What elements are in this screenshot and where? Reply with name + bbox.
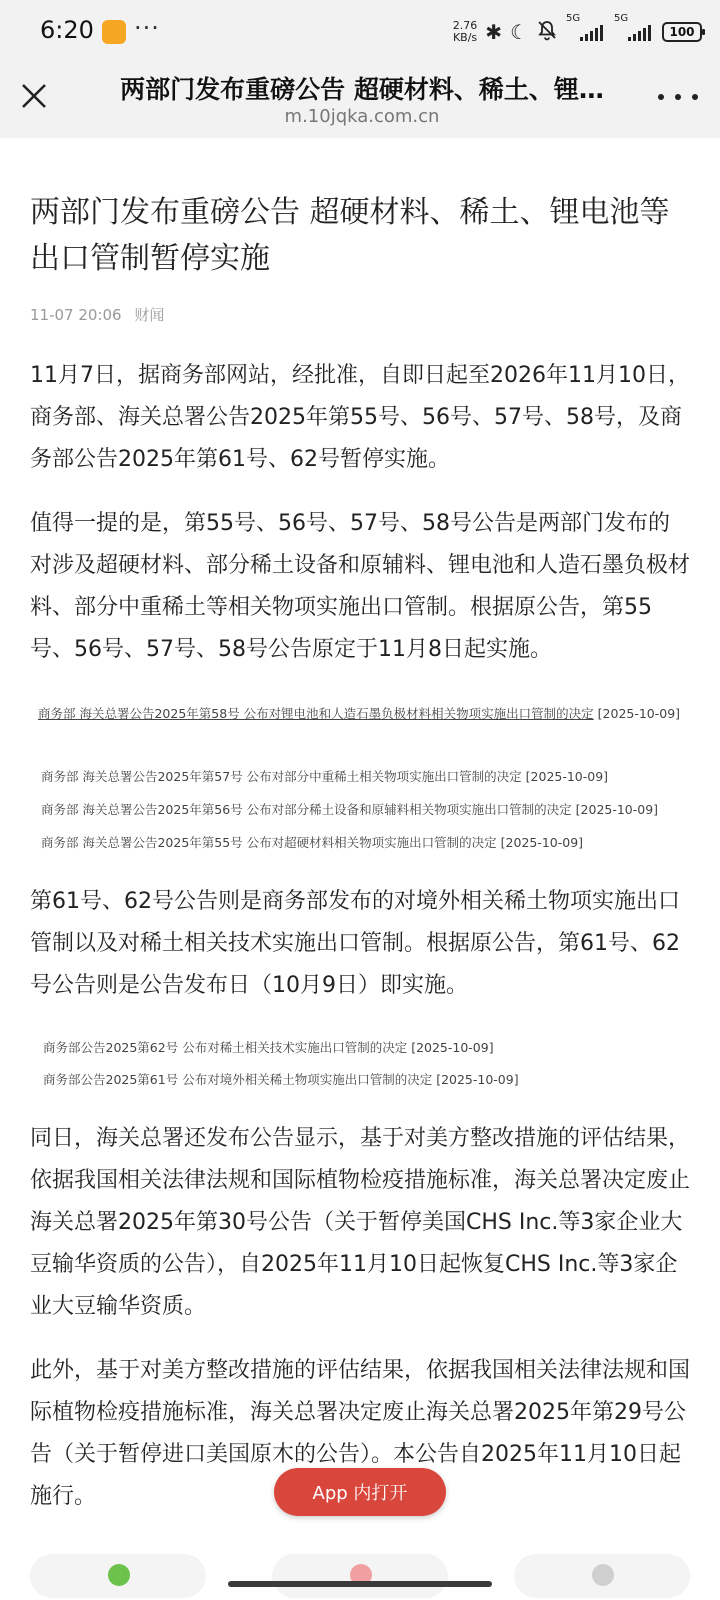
paragraph-1: 11月7日，据商务部网站，经批准，自即日起至2026年11月10日，商务部、海关总署公告2025年第55号、56号、57号、58号，及商务部公告2025年第61号、62号暂停实施。 [30,363,690,472]
reference-link[interactable]: 商务部公告2025第62号 公布对稀土相关技术实施出口管制的决定 [2025-10-09] [43,1040,494,1055]
bluetooth-icon: ✱ [485,20,503,44]
status-time: 6:20 [40,16,94,44]
page-domain: m.10jqka.com.cn [284,106,440,127]
signal-icon-1: 5G [566,23,606,41]
more-menu-icon[interactable] [658,82,698,112]
bottom-action-2[interactable] [272,1554,448,1598]
paragraph-5: 此外，基于对美方整改措施的评估结果，依据我国相关法律法规和国际植物检疫措施标准，海关总署决定废止海关总署2025年第29号公告（关于暂停进口美国原木的公告）。本公告自2025年11月10日起施行。 [30,1358,691,1509]
reference-link[interactable]: 商务部公告2025第61号 公布对境外相关稀土物项实施出口管制的决定 [2025-10-09] [43,1072,519,1087]
bottom-action-bar [0,1552,720,1600]
reference-link[interactable]: 商务部 海关总署公告2025年第57号 公布对部分中重稀土相关物项实施出口管制的决定 [2025-10-09] [41,769,609,784]
home-indicator[interactable] [228,1581,492,1587]
grey-circle-icon [592,1564,614,1586]
paragraph-4: 同日，海关总署还发布公告显示，基于对美方整改措施的评估结果，依据我国相关法律法规和国际植物检疫措施标准，海关总署决定废止海关总署2025年第30号公告（关于暂停美国CHS Inc.等3家企业大豆输华资质的公告），自2025年11月10日起恢复CHS Inc.等3家企业大豆输华资质。 [30,1126,691,1319]
article-body [30,190,690,1518]
article-title: 两部门发布重磅公告 超硬材料、稀土、锂电池等出口管制暂停实施 [30,195,670,276]
reference-link[interactable]: 商务部 海关总署公告2025年第56号 公布对部分稀土设备和原辅料相关物项实施出口管制的决定 [2025-10-09] [41,802,659,817]
paragraph-3: 第61号、62号公告则是商务部发布的对境外相关稀土物项实施出口管制以及对稀土相关技术实施出口管制。根据原公告，第61号、62号公告则是公告发布日（10月9日）即实施。 [30,889,680,998]
status-icons [452,13,702,46]
browser-nav-bar [0,62,720,138]
reference-link[interactable]: 商务部 海关总署公告2025年第58号 公布对锂电池和人造石墨负极材料相关物项实施出口管制的决定 [2025-10-09] [38,706,681,721]
moon-icon: ☾ [510,20,528,44]
bottom-action-1[interactable] [30,1554,206,1598]
close-icon[interactable] [14,76,54,116]
bottom-action-3[interactable] [514,1554,690,1598]
article-time: 11-07 20:06 [30,306,122,324]
app-notification-icon [102,20,126,44]
reference-list-1 [30,705,690,851]
reference-link[interactable]: 商务部 海关总署公告2025年第55号 公布对超硬材料相关物项实施出口管制的决定 [2025-10-09] [41,835,584,850]
reference-list-2 [30,1039,690,1088]
open-in-app-button[interactable]: App 内打开 [274,1468,446,1516]
signal-icon-2: 5G [614,23,654,41]
status-more-icon: ··· [134,14,160,42]
article-meta [30,304,690,325]
green-circle-icon [108,1564,130,1586]
mute-bell-icon [536,19,558,46]
status-bar [0,0,720,62]
page-title: 两部门发布重磅公告 超硬材料、稀土、锂… [120,75,604,104]
article-source: 财闻 [134,306,165,324]
net-speed: 2.76 KB/s [452,19,478,44]
battery-icon: 100 [662,22,702,42]
paragraph-2: 值得一提的是，第55号、56号、57号、58号公告是两部门发布的对涉及超硬材料、部分稀土设备和原辅料、锂电池和人造石墨负极材料、部分中重稀土等相关物项实施出口管制。根据原公告，第55号、56号、57号、58号公告原定于11月8日起实施。 [30,511,691,662]
